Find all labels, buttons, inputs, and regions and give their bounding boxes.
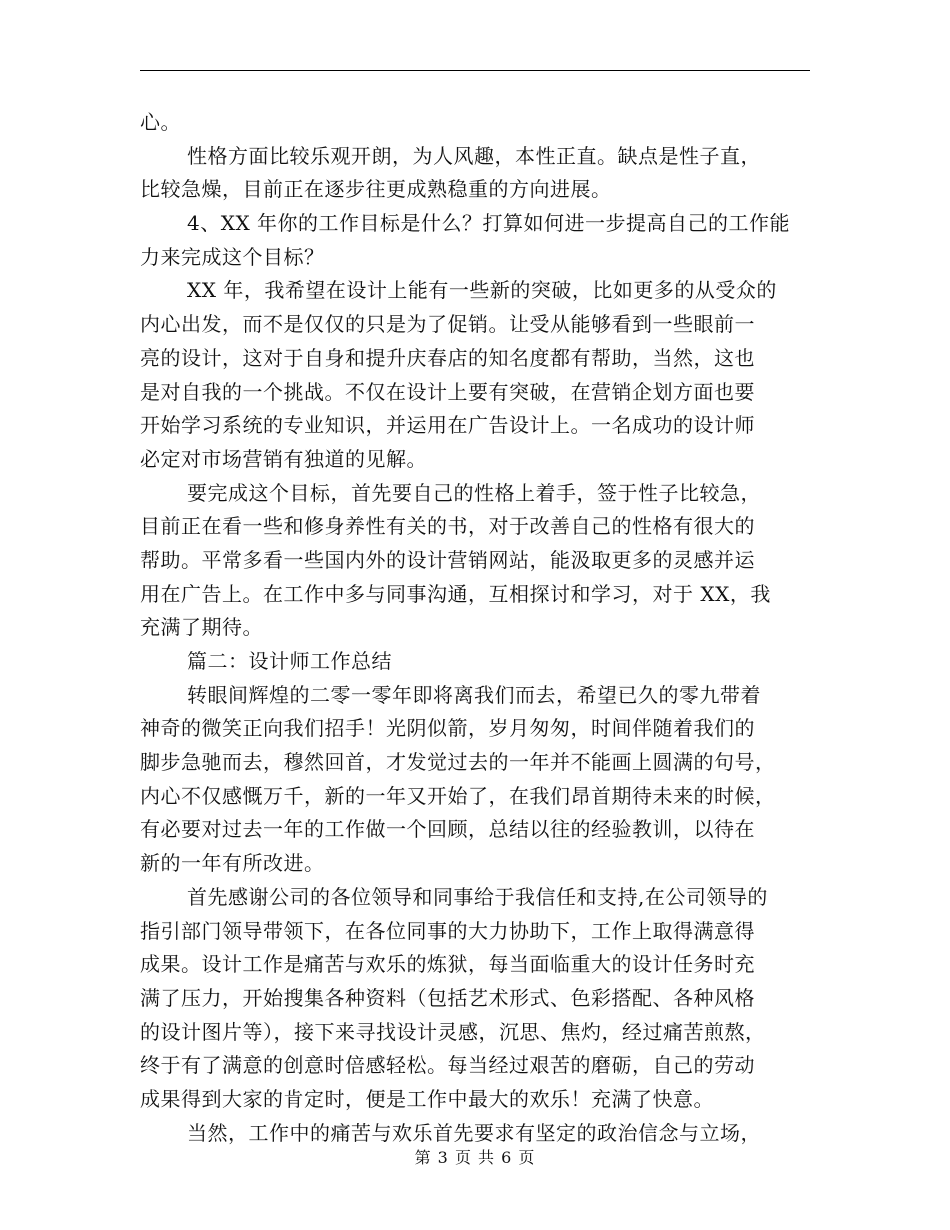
text-line: 新的一年有所改进。 bbox=[140, 851, 325, 876]
text-line: 终于有了满意的创意时倍感轻松。每当经过艰苦的磨砺，自己的劳动 bbox=[140, 1053, 755, 1078]
text-line: 的设计图片等），接下来寻找设计灵感，沉思、焦灼，经过痛苦煎熬， bbox=[140, 1019, 766, 1044]
text-line: 充满了期待。 bbox=[140, 615, 263, 640]
text-line: 成果。设计工作是痛苦与欢乐的炼狱，每当面临重大的设计任务时充 bbox=[140, 952, 755, 977]
text-line: 转眼间辉煌的二零一零年即将离我们而去，希望已久的零九带着 bbox=[187, 682, 761, 707]
text-line: 内心不仅感慨万千，新的一年又开始了，在我们昂首期待未来的时候， bbox=[140, 783, 776, 808]
text-line: 指引部门领导带领下，在各位同事的大力协助下，工作上取得满意得 bbox=[140, 918, 755, 943]
text-line: XX 年，我希望在设计上能有一些新的突破，比如更多的从受众的 bbox=[187, 278, 777, 303]
header-rule bbox=[140, 70, 810, 71]
text-line: 比较急燥，目前正在逐步往更成熟稳重的方向进展。 bbox=[140, 177, 612, 202]
text-line: 要完成这个目标，首先要自己的性格上着手，签于性子比较急， bbox=[187, 480, 761, 505]
text-line: 必定对市场营销有独道的见解。 bbox=[140, 446, 427, 471]
text-line: 帮助。平常多看一些国内外的设计营销网站，能汲取更多的灵感并运 bbox=[140, 547, 755, 572]
text-line: 篇二：设计师工作总结 bbox=[187, 649, 392, 673]
text-line: 心。 bbox=[140, 110, 181, 134]
text-line: 目前正在看一些和修身养性有关的书，对于改善自己的性格有很大的 bbox=[140, 514, 755, 539]
text-line: 满了压力，开始搜集各种资料（包括艺术形式、色彩搭配、各种风格 bbox=[140, 985, 755, 1010]
text-line: 性格方面比较乐观开朗，为人风趣，本性正直。缺点是性子直， bbox=[187, 143, 761, 168]
text-line: 当然，工作中的痛苦与欢乐首先要求有坚定的政治信念与立场， bbox=[187, 1120, 761, 1145]
text-line: 神奇的微笑正向我们招手！光阴似箭，岁月匆匆，时间伴随着我们的 bbox=[140, 716, 755, 741]
text-line: 首先感谢公司的各位领导和同事给于我信任和支持,在公司领导的 bbox=[187, 884, 768, 909]
text-line: 成果得到大家的肯定时，便是工作中最大的欢乐！充满了快意。 bbox=[140, 1086, 714, 1111]
page-footer: 第 3 页 共 6 页 bbox=[414, 1148, 536, 1167]
text-line: 4、XX 年你的工作目标是什么？打算如何进一步提高自己的工作能 bbox=[187, 211, 791, 236]
text-line: 开始学习系统的专业知识，并运用在广告设计上。一名成功的设计师 bbox=[140, 413, 755, 438]
text-line: 有必要对过去一年的工作做一个回顾，总结以往的经验教训，以待在 bbox=[140, 817, 755, 842]
document-body bbox=[140, 106, 810, 1150]
text-line: 是对自我的一个挑战。不仅在设计上要有突破，在营销企划方面也要 bbox=[140, 379, 755, 404]
text-line: 用在广告上。在工作中多与同事沟通，互相探讨和学习，对于 XX，我 bbox=[140, 581, 771, 606]
text-line: 内心出发，而不是仅仅的只是为了促销。让受从能够看到一些眼前一 bbox=[140, 312, 755, 337]
text-line: 力来完成这个目标？ bbox=[140, 244, 325, 269]
text-line: 脚步急驰而去，穆然回首，才发觉过去的一年并不能画上圆满的句号， bbox=[140, 750, 776, 775]
text-line: 亮的设计，这对于自身和提升庆春店的知名度都有帮助，当然，这也 bbox=[140, 345, 755, 370]
